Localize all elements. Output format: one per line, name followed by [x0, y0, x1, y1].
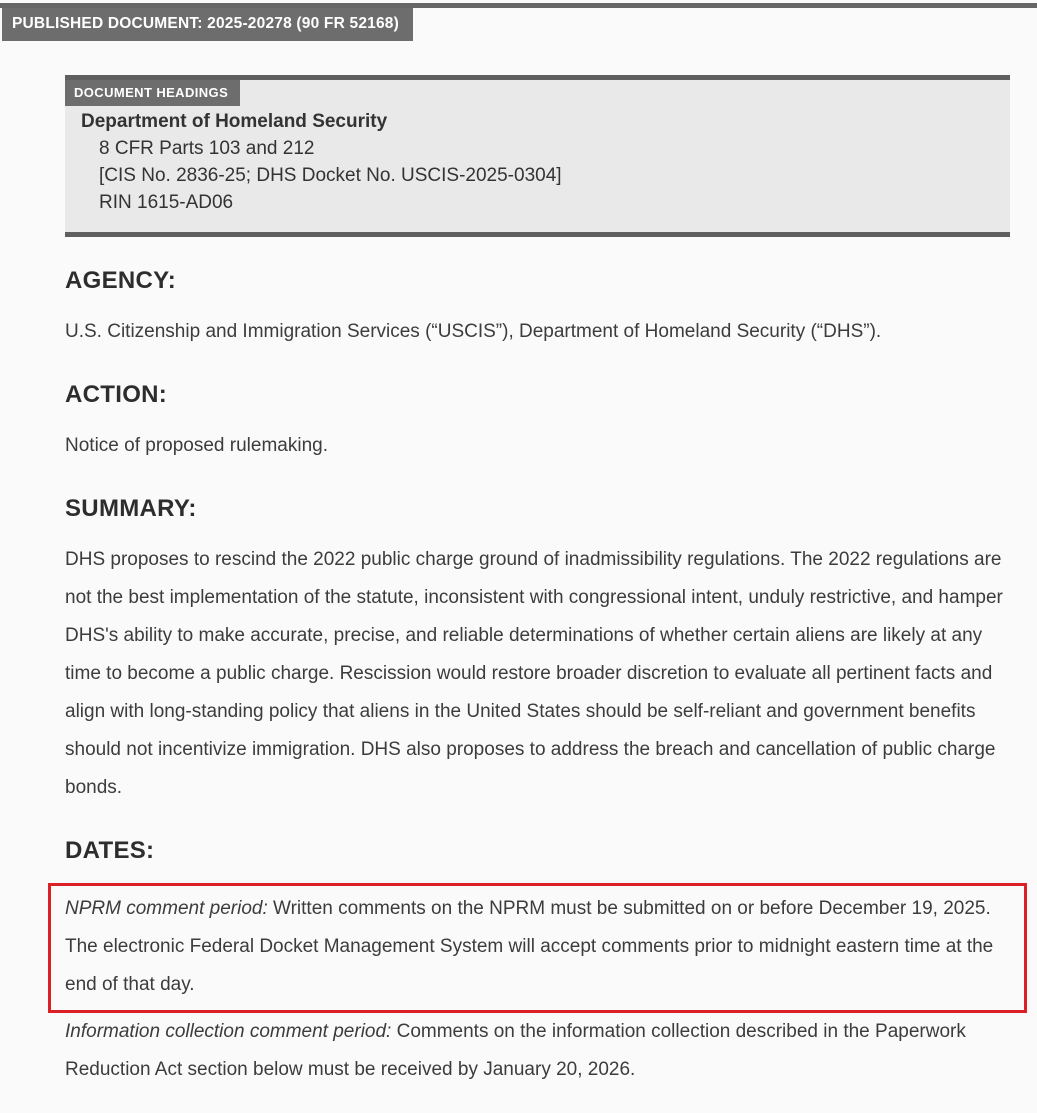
agency-heading: AGENCY: [65, 267, 176, 294]
cfr-parts-line: 8 CFR Parts 103 and 212 [99, 138, 315, 159]
department-title: Department of Homeland Security [81, 111, 388, 132]
document-content [65, 75, 1010, 1089]
agency-body: U.S. Citizenship and Immigration Services (“USCIS”), Department of Homeland Security (“DHS”). [65, 321, 882, 342]
nprm-comment-period-highlight-box [48, 883, 1027, 1013]
nprm-comment-period-text: Written comments on the NPRM must be submitted on or before December 19, 2025. The electronic Federal Docket Management System will accept comments prior to midnight eastern time at the end of that day. [65, 898, 994, 995]
nprm-comment-period-paragraph [65, 890, 1010, 1004]
document-headings-label: DOCUMENT HEADINGS [65, 80, 240, 106]
summary-heading: SUMMARY: [65, 495, 197, 522]
info-collection-text: Comments on the information collection described in the Paperwork Reduction Act section below must be received by January 20, 2026. [65, 1021, 966, 1080]
nprm-comment-period-lead: NPRM comment period: [65, 898, 268, 919]
info-collection-lead: Information collection comment period: [65, 1021, 392, 1042]
summary-body: DHS proposes to rescind the 2022 public charge ground of inadmissibility regulations. The 2022 regulations are not the best implementation of the statute, inconsistent with congressional intent, unduly restrictive, and hamper DHS's ability to make accurate, precise, and reliable determinations of whether certain aliens are likely at any time to become a public charge. Rescission would restore broader discretion to evaluate all pertinent facts and align with long-standing policy that aliens in the United States should be self-reliant and government benefits should not incentivize immigration. DHS also proposes to address the breach and cancellation of public charge bonds. [65, 549, 1003, 798]
info-collection-paragraph [65, 1013, 1010, 1089]
docket-number-line: [CIS No. 2836-25; DHS Docket No. USCIS-2025-0304] [99, 165, 562, 186]
published-document-banner: PUBLISHED DOCUMENT: 2025-20278 (90 FR 52168) [2, 8, 413, 41]
dates-heading: DATES: [65, 837, 155, 864]
rin-line: RIN 1615-AD06 [99, 192, 234, 213]
action-heading: ACTION: [65, 381, 168, 408]
action-body: Notice of proposed rulemaking. [65, 435, 328, 456]
document-headings-box [65, 75, 1010, 237]
